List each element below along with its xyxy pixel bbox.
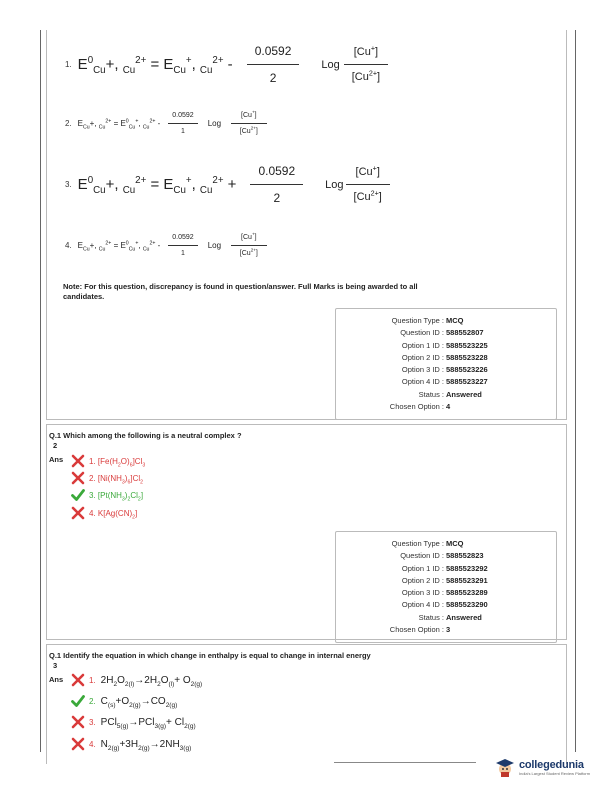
equation-lhs: $E^0_{Cu}+$, $_{Cu}^{2+} = E_{Cu}^+$, $_{Cu}^{2+}$ + bbox=[77, 175, 237, 196]
question-text: Q.1 Identify the equation in which change in enthalpy is equal to change in internal energy bbox=[49, 651, 371, 660]
log-fraction: $\frac{[Cu^+]}{[Cu^{2+}]}$ bbox=[344, 46, 388, 83]
fraction: $\frac{0.0592}{2}$ bbox=[250, 164, 303, 205]
option-2: 2. $E_{Cu}+$, $_{Cu}^{2+} = E^0_{Cu}^+$, $_{Cu}^{2+}$ - $\frac{0.0592}{1}$ Log $\frac{[Cu^+]}{[Cu^{2+}]}$ bbox=[65, 112, 275, 135]
option-3: 3. $E^0_{Cu}+$, $_{Cu}^{2+} = E_{Cu}^+$, $_{Cu}^{2+}$ + $\frac{0.0592}{2}$ Log $\frac{[Cu^+]}{[Cu^{2+}]}$ bbox=[65, 164, 398, 205]
question-block-3 bbox=[46, 644, 567, 764]
log-fraction: $\frac{[Cu^+]}{[Cu^{2+}]}$ bbox=[231, 112, 267, 135]
collegedunia-logo[interactable]: collegedunia India's Largest Student Review Platform bbox=[494, 756, 590, 778]
answer-label: Ans bbox=[49, 675, 64, 684]
question-meta-panel: Question Type : MCQ Question ID : 588552823 Option 1 ID : 5885523292 Option 2 ID : 5885523291 Option 3 ID : 5885523289 Option 4 ID : 5885523290 Status : Answered Chosen Option : 3 bbox=[335, 531, 557, 643]
cross-icon bbox=[71, 506, 85, 520]
answer-option-2: 2. $C_{(s)}+O_{2(g)}\to CO_{2(g)}$ bbox=[71, 694, 177, 708]
option-1: 1. $E^0_{Cu}+$, $_{Cu}^{2+} = E_{Cu}^+$, $_{Cu}^{2+}$ - $\frac{0.0592}{2}$ Log $\frac{[Cu^+]}{[Cu^{2+}]}$ bbox=[65, 44, 396, 85]
answer-option-2: 2. $[Ni(NH_3)_6]Cl_2$ bbox=[71, 471, 143, 485]
answer-option-1: 1. $2H_2O_{2(l)}\to 2H_2O_{(l)}+ O_{2(g)}$ bbox=[71, 673, 202, 687]
question-block-2 bbox=[46, 424, 567, 640]
cross-icon bbox=[71, 673, 85, 687]
answer-option-3: 3. $PCl_{5(g)}\to PCl_{3(g)}+ Cl_{2(g)}$ bbox=[71, 715, 196, 729]
answer-option-4: 4. $N_{2(g)}+3H_{2(g)}\to 2NH_{3(g)}$ bbox=[71, 737, 191, 751]
check-icon bbox=[71, 488, 85, 502]
frame-right-outer bbox=[575, 30, 576, 752]
question-text: Q.1 Which among the following is a neutral complex ? bbox=[49, 431, 242, 440]
cross-icon bbox=[71, 715, 85, 729]
log-fraction: $\frac{[Cu^+]}{[Cu^{2+}]}$ bbox=[231, 234, 267, 257]
cross-icon bbox=[71, 471, 85, 485]
question-block-1 bbox=[46, 30, 567, 420]
cross-icon bbox=[71, 737, 85, 751]
question-meta-panel: Question Type : MCQ Question ID : 588552807 Option 1 ID : 5885523225 Option 2 ID : 5885523228 Option 3 ID : 5885523226 Option 4 ID : 5885523227 Status : Answered Chosen Option : 4 bbox=[335, 308, 557, 420]
question-number: 3 bbox=[53, 661, 58, 670]
fraction: $\frac{0.0592}{2}$ bbox=[247, 44, 300, 85]
equation-lhs: $E_{Cu}+$, $_{Cu}^{2+} = E^0_{Cu}^+$, $_{Cu}^{2+}$ - bbox=[77, 118, 161, 131]
footer-divider bbox=[334, 762, 476, 763]
cross-icon bbox=[71, 454, 85, 468]
answer-option-3: 3. $[Pt(NH_3)_2Cl_2]$ bbox=[71, 488, 143, 502]
question-number: 2 bbox=[53, 441, 58, 450]
answer-option-1: 1. $[Fe(H_2O)_6]Cl_3$ bbox=[71, 454, 145, 468]
answer-label: Ans bbox=[49, 455, 64, 464]
answer-option-4: 4. $K[Ag(CN)_2]$ bbox=[71, 506, 137, 520]
frame-left-outer bbox=[40, 30, 41, 752]
equation-lhs: $E_{Cu}+$, $_{Cu}^{2+} = E^0_{Cu}^+$, $_{Cu}^{2+}$ - bbox=[77, 240, 161, 253]
discrepancy-note: Note: For this question, discrepancy is found in question/answer. Full Marks is being awarded to all candidates. bbox=[63, 282, 418, 301]
equation-lhs: $E^0_{Cu}+$, $_{Cu}^{2+} = E_{Cu}^+$, $_{Cu}^{2+}$ - bbox=[77, 55, 233, 76]
graduate-icon bbox=[494, 756, 516, 778]
fraction: $\frac{0.0592}{1}$ bbox=[168, 234, 197, 257]
fraction: $\frac{0.0592}{1}$ bbox=[168, 112, 197, 135]
check-icon bbox=[71, 694, 85, 708]
option-4: 4. $E_{Cu}+$, $_{Cu}^{2+} = E^0_{Cu}^+$, $_{Cu}^{2+}$ - $\frac{0.0592}{1}$ Log $\frac{[Cu^+]}{[Cu^{2+}]}$ bbox=[65, 234, 275, 257]
log-fraction: $\frac{[Cu^+]}{[Cu^{2+}]}$ bbox=[346, 166, 390, 203]
